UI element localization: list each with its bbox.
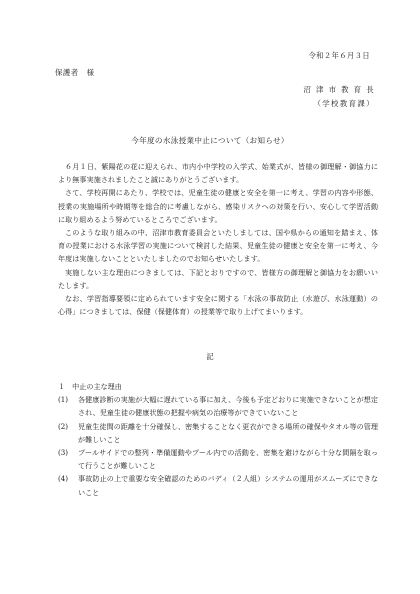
list-item bbox=[58, 393, 378, 419]
document-title: 今年度の水泳授業中止について（お知らせ） bbox=[131, 136, 289, 145]
paragraph: ６月１日、紫陽花の花に迎えられ、市内小中学校の入学式、始業式が、皆様の御理解・御協力により無事実施されましたこと誠にありがとうございます。 bbox=[58, 162, 378, 185]
item-text: プールサイドでの整列・準備運動やプール内での活動を、密集を避けながら十分な間隔を取って行うことが難しいこと bbox=[78, 448, 378, 471]
item-number: (2) bbox=[58, 421, 69, 431]
paragraph: さて、学校再開にあたり、学校では、児童生徒の健康と安全を第一に考え、学習の内容や形態、授業の実施場所や時期等を総合的に考慮しながら、感染リスクへの対策を行い、安心して学習活動に取り組めるよう努めているところでございます。 bbox=[58, 188, 378, 224]
item-text: 児童生徒間の距離を十分確保し、密集することなく更衣ができる場所の確保やタオル等の管理が難しいこと bbox=[78, 421, 378, 444]
ki-marker: 記 bbox=[206, 352, 214, 361]
item-number: (1) bbox=[58, 395, 69, 405]
item-number: (4) bbox=[58, 474, 69, 484]
item-text: 各健康診断の実施が大幅に遅れている事に加え、今後も予定どおりに実施できないことが想定され、児童生徒の健康状態の把握や病気の治療等ができていないこと bbox=[78, 395, 378, 418]
list-item bbox=[58, 472, 378, 498]
paragraph: なお、学習指導要領に定められています安全に関する「水泳の事故防止（水遊び、水泳運動）の心得」につきましては、保健（保健体育）の授業等で取り上げてまいります。 bbox=[58, 294, 378, 317]
item-text: 事故防止の上で重要な安全確認のためのバディ（２人組）システムの運用がスムーズにできないこと bbox=[78, 474, 378, 497]
issuer-department: （学校教育課） bbox=[313, 99, 375, 108]
addressee: 保護者 様 bbox=[55, 68, 95, 77]
paragraph: 実施しない主な理由につきましては、下記とおりですので、皆様方の御理解と御協力をお願いいたします。 bbox=[58, 267, 378, 290]
issuer-name: 沼 津 市 教 育 長 bbox=[303, 85, 375, 94]
issuer-block bbox=[304, 83, 376, 111]
reasons-section bbox=[58, 380, 378, 499]
list-item bbox=[58, 420, 378, 446]
item-number: (3) bbox=[58, 448, 69, 458]
section-heading: １ 中止の主な理由 bbox=[58, 382, 122, 391]
body-text bbox=[58, 160, 378, 318]
list-item bbox=[58, 446, 378, 472]
issue-date: 令和２年６月３日 bbox=[308, 51, 370, 60]
paragraph: このような取り組みの中、沼津市教育委員会といたしましては、国や県からの通知を踏まえ、体育の授業における水泳学習の実施について検討した結果、児童生徒の健康と安全を第一に考え、今年度は実施しないことといたしましたのでお知らせいたします。 bbox=[58, 228, 378, 264]
